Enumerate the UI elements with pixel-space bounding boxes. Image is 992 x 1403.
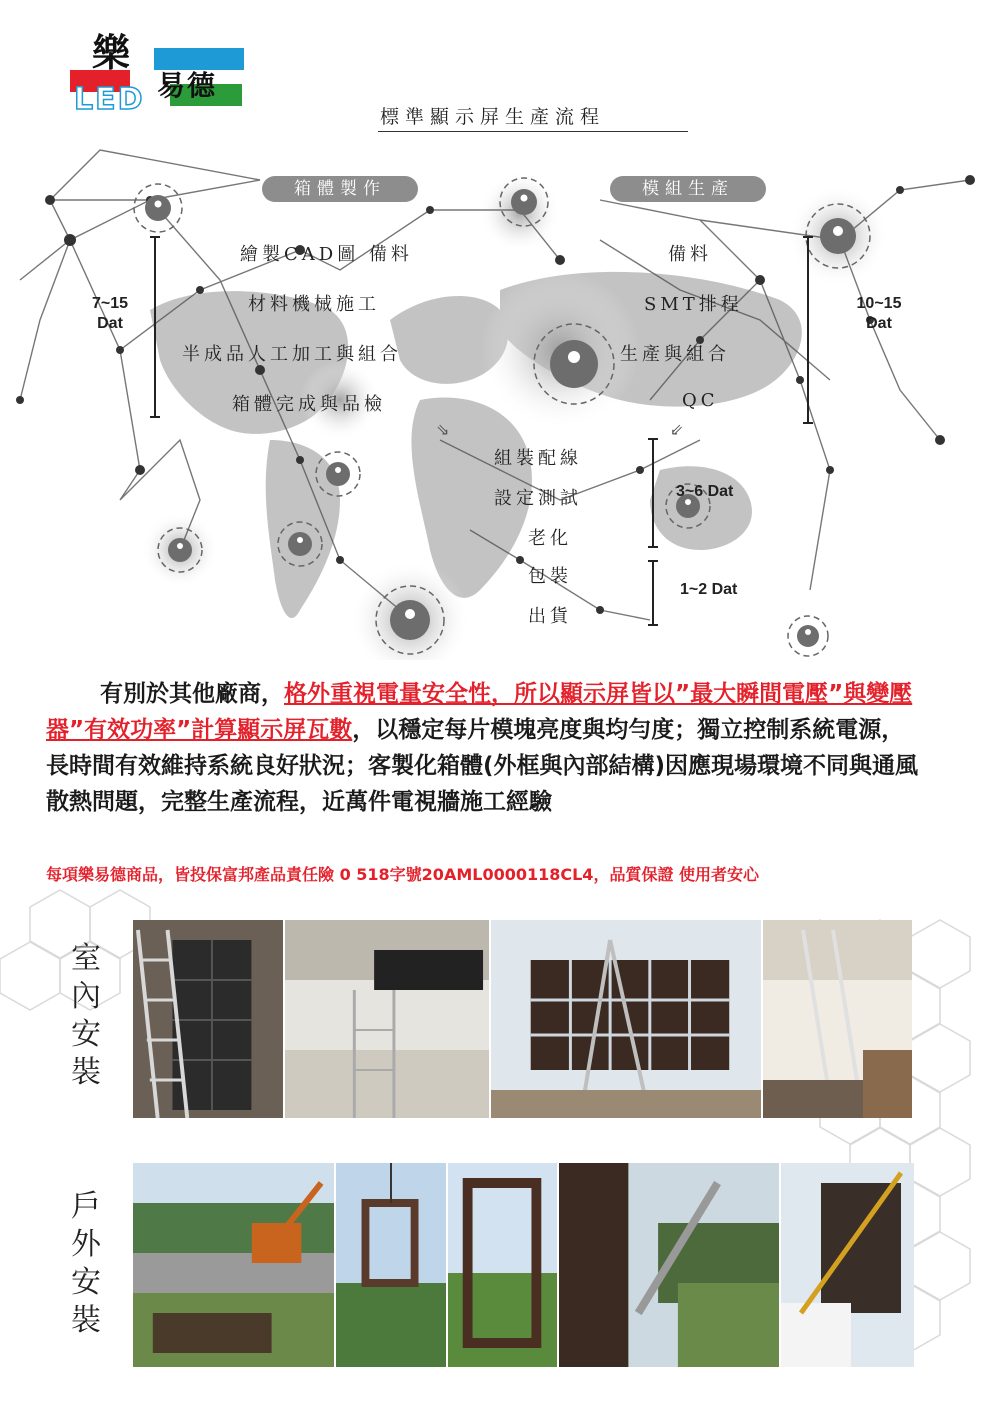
outdoor-install-text — [66, 1188, 106, 1340]
assembly-step: 老化 — [528, 528, 572, 549]
indoor-install-text — [66, 940, 106, 1092]
world-network-graphic — [0, 140, 992, 660]
module-step: 生產與組合 — [620, 344, 730, 365]
outdoor-photo-row — [133, 1163, 914, 1367]
indoor-install-label — [66, 940, 106, 1092]
cabinet-step: 材料機械施工 — [248, 294, 380, 315]
logo-main-char: 樂 — [92, 30, 131, 75]
outdoor-photo — [448, 1163, 559, 1367]
indoor-photo — [285, 920, 491, 1118]
description-paragraph — [46, 676, 926, 820]
vertical-label-char: 外 — [71, 1227, 101, 1262]
indoor-photo — [763, 920, 912, 1118]
title-underline — [378, 131, 688, 132]
module-duration-bracket — [807, 236, 809, 424]
outdoor-install-label — [66, 1188, 106, 1340]
cabinet-duration: 7~15 Dat — [91, 295, 129, 332]
test-duration: 3~6 Dat — [676, 483, 734, 500]
para-intro: 有別於其他廠商， — [100, 681, 284, 707]
company-logo — [62, 20, 262, 120]
vertical-label-char: 戶 — [71, 1189, 101, 1224]
module-step: SMT排程 — [644, 294, 743, 315]
outdoor-photo — [781, 1163, 914, 1367]
ship-duration: 1~2 Dat — [680, 581, 738, 598]
assembly-step: 包裝 — [528, 566, 572, 587]
cabinet-step: 箱體完成與品檢 — [232, 394, 386, 415]
cabinet-duration-bracket — [154, 236, 156, 418]
arrow-down-right-icon: ⇘ — [436, 420, 450, 439]
vertical-label-char: 裝 — [71, 1055, 101, 1090]
vertical-label-char: 安 — [71, 1265, 101, 1300]
ship-duration-bracket — [652, 560, 654, 626]
logo-sub-chars: 易德 — [157, 69, 218, 102]
arrow-down-left-icon: ⇙ — [670, 420, 684, 439]
para-body: ，以穩定每片模塊亮度與均勻度；獨立控制系統電源，長時間有效維持系統良好狀況；客製化箱體(外框與內部結構)因應現場環境不同與通風散熱問題，完整生產流程，近萬件電視牆施工經驗 — [46, 717, 919, 815]
cabinet-step: 半成品人工加工與組合 — [182, 344, 402, 365]
assembly-step: 設定測試 — [494, 488, 582, 509]
cabinet-step: 繪製CAD圖 備料 — [240, 244, 413, 265]
page-title: 標準顯示屏生產流程 — [380, 106, 606, 128]
outdoor-photo — [133, 1163, 336, 1367]
outdoor-photo — [559, 1163, 781, 1367]
indoor-photo — [491, 920, 763, 1118]
outdoor-photo — [336, 1163, 448, 1367]
module-duration: 10~15 Dat — [856, 295, 902, 332]
logo-led-text: LED — [74, 82, 145, 117]
test-duration-bracket — [652, 438, 654, 548]
cabinet-section-label: 箱體製作 — [262, 176, 418, 202]
vertical-label-char: 安 — [71, 1017, 101, 1052]
module-section-label: 模組生產 — [610, 176, 766, 202]
indoor-photo-row — [133, 920, 912, 1118]
assembly-step: 組裝配線 — [494, 448, 582, 469]
vertical-label-char: 內 — [71, 979, 101, 1014]
indoor-photo — [133, 920, 285, 1118]
module-step: 備料 — [668, 244, 712, 265]
para-highlight: 格外重視電量安全性，所以顯示屏皆以”最大瞬間電壓”與變壓器”有效功率”計算顯示屏瓦數 — [46, 681, 913, 743]
vertical-label-char: 裝 — [71, 1303, 101, 1338]
vertical-label-char: 室 — [71, 941, 101, 976]
module-step: QC — [682, 390, 719, 411]
insurance-notice: 每項樂易德商品，皆投保富邦產品責任險 0 518字號20AML0000118CL4，品質保證 使用者安心 — [46, 865, 760, 884]
assembly-step: 出貨 — [528, 606, 572, 627]
